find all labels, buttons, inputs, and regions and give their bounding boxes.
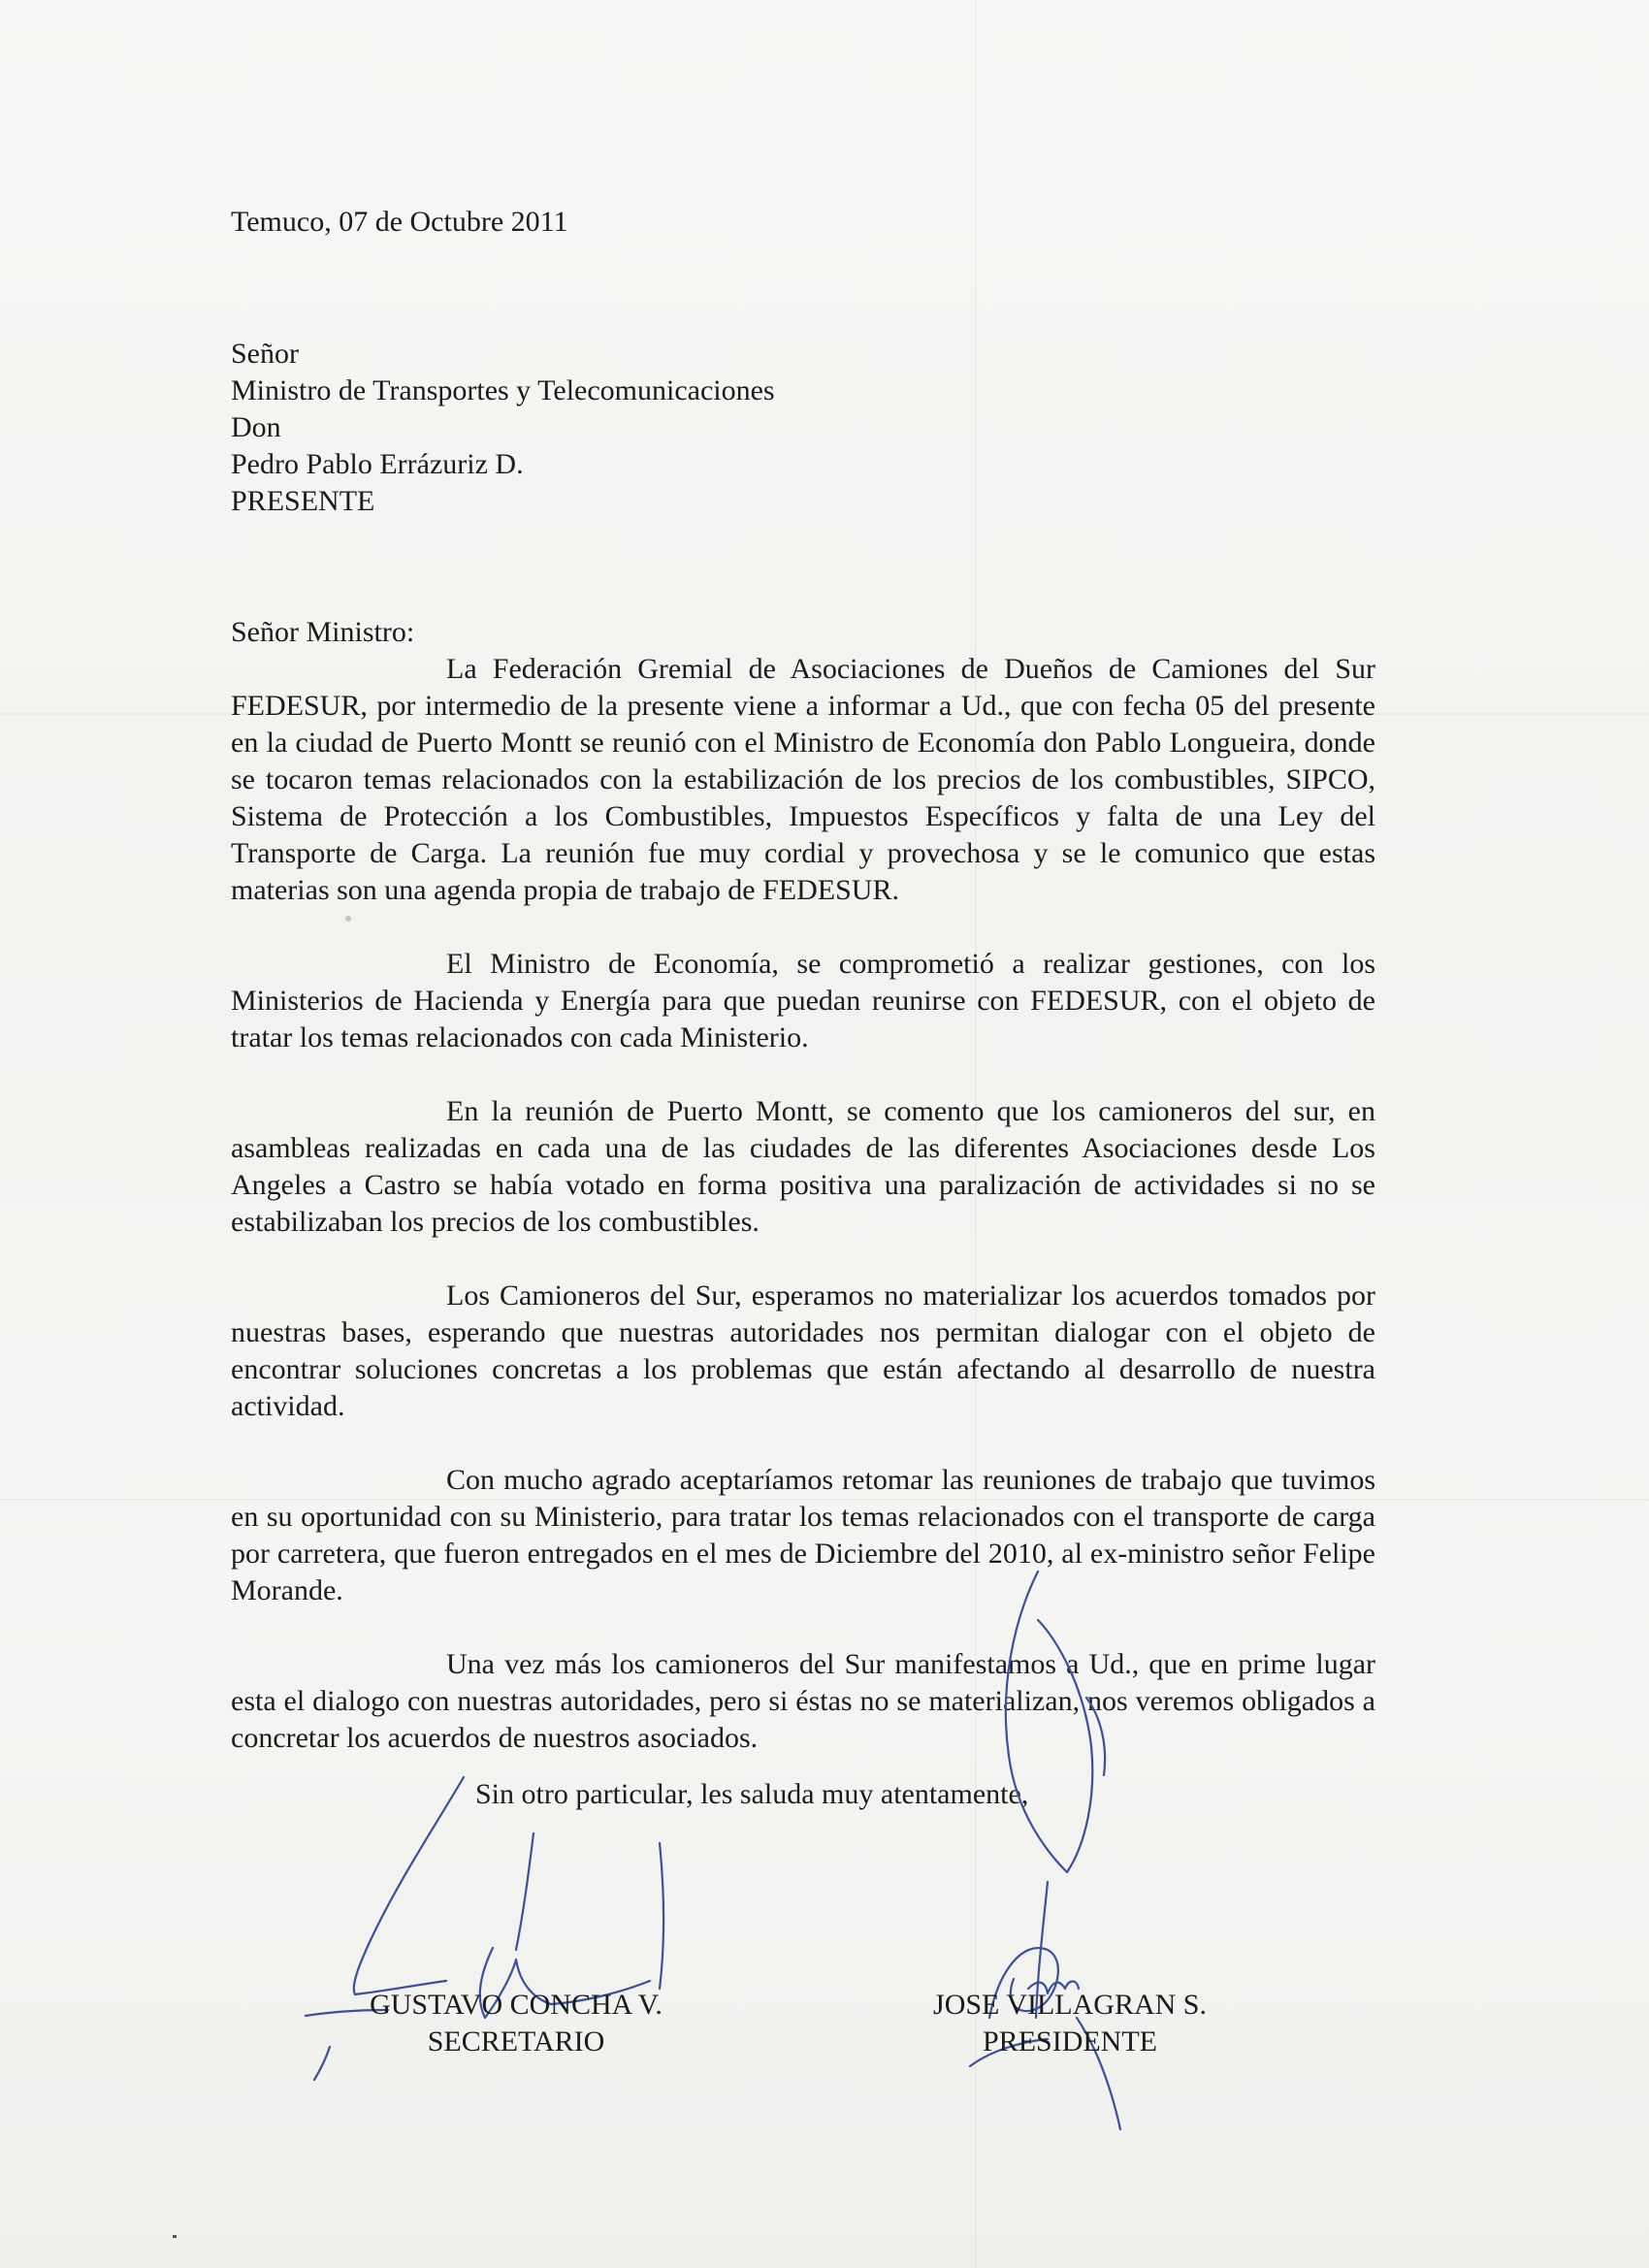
signatory-name: JOSE VILLAGRAN S. [933, 1989, 1207, 2021]
signatory-president [881, 1987, 1259, 2060]
recipient-line: Señor [231, 338, 299, 370]
body-paragraph: El Ministro de Economía, se comprometió a realizar gestiones, con los Ministerios de Hacienda y Energía para que puedan reunirse con FEDESUR, con el objeto de tratar los temas relacionados con cada Ministerio. [231, 948, 1375, 1053]
recipient-line: Ministro de Transportes y Telecomunicaciones [231, 374, 775, 406]
signatory-title: PRESIDENTE [983, 2025, 1157, 2057]
salutation: Señor Ministro: [231, 616, 415, 648]
signatory-title: SECRETARIO [427, 2025, 605, 2057]
recipient-address [231, 336, 1375, 520]
body-paragraph: La Federación Gremial de Asociaciones de Dueños de Camiones del Sur FEDESUR, por intermedio de la presente viene a informar a Ud., que con fecha 05 del presente en la ciudad de Puerto Montt se reunió con el Ministro de Economía don Pablo Longueira, donde se tocaron temas relacionados con la estabilización de los precios de los combustibles, SIPCO, Sistema de Protección a los Combustibles, Impuestos Específicos y falta de una Ley del Transporte de Carga. La reunión fue muy cordial y provechosa y se le comunico que estas materias son una agenda propia de trabajo de FEDESUR. [231, 653, 1375, 906]
letter-date: Temuco, 07 de Octubre 2011 [231, 206, 568, 238]
paper-speck [173, 2235, 177, 2238]
body-paragraph: Una vez más los camioneros del Sur manifestamos a Ud., que en prime lugar esta el dialogo con nuestras autoridades, pero si éstas no se materializan, nos veremos obligados a concretar los acuerdos de nuestros asociados. [231, 1648, 1375, 1754]
paper-speck [345, 916, 351, 922]
closing-line: Sin otro particular, les saluda muy atentamente, [475, 1778, 1029, 1810]
letter-body [231, 204, 1375, 1813]
body-paragraph: Los Camioneros del Sur, esperamos no materializar los acuerdos tomados por nuestras bases, esperando que nuestras autoridades nos permitan dialogar con el objeto de encontrar soluciones concretas a los problemas que están afectando al desarrollo de nuestra actividad. [231, 1280, 1375, 1422]
recipient-line: PRESENTE [231, 485, 375, 517]
body-paragraph: Con mucho agrado aceptaríamos retomar las reuniones de trabajo que tuvimos en su oportunidad con su Ministerio, para tratar los temas relacionados con el transporte de carga por carretera, que fueron entregados en el mes de Diciembre del 2010, al ex-ministro señor Felipe Morande. [231, 1464, 1375, 1606]
signatory-secretary [341, 1987, 691, 2060]
recipient-line: Don [231, 411, 281, 443]
recipient-line: Pedro Pablo Errázuriz D. [231, 448, 524, 480]
signatory-name: GUSTAVO CONCHA V. [370, 1989, 663, 2021]
body-paragraph: En la reunión de Puerto Montt, se comento que los camioneros del sur, en asambleas realizadas en cada una de las ciudades de las diferentes Asociaciones desde Los Angeles a Castro se había votado en forma positiva una paralización de actividades si no se estabilizaban los precios de los combustibles. [231, 1095, 1375, 1238]
